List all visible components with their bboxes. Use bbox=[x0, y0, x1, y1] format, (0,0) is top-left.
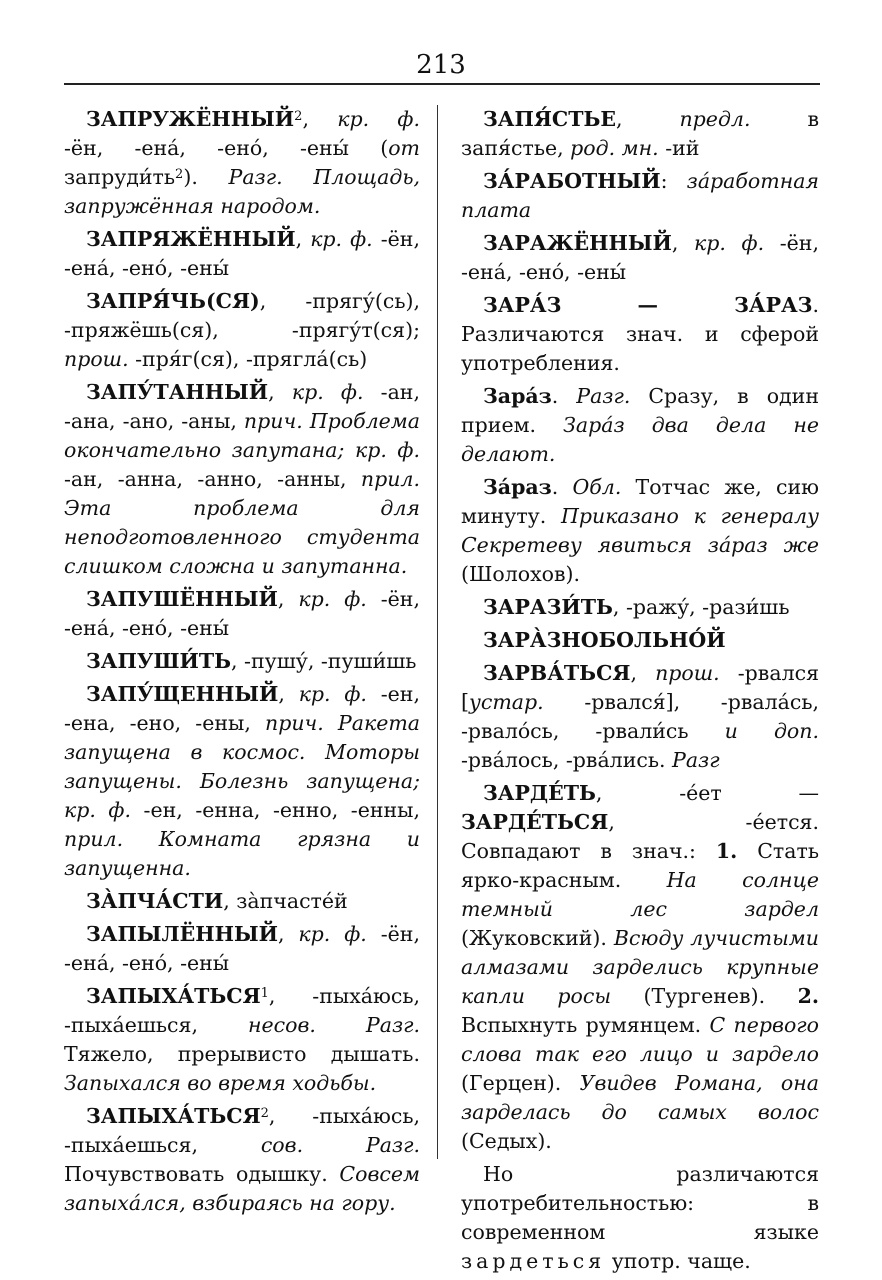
dictionary-entry-zapushchenny bbox=[64, 680, 420, 883]
entry-text: -ён, -ена́, -ено́, -ены́ bbox=[64, 587, 420, 640]
entry-text: -ан, -анна, -анно, -анны, bbox=[64, 467, 361, 491]
dictionary-entry-zaraz_a bbox=[461, 382, 819, 469]
entry-text: -ён, -ена́, -ено́, -ены́ bbox=[64, 227, 420, 280]
entry-italic-text: предл. bbox=[679, 107, 751, 131]
entry-text: Но различаются употребительностью: в современном языке bbox=[461, 1162, 819, 1244]
entry-headword: ЗАРА́З — ЗА́РАЗ bbox=[483, 293, 813, 317]
right-column bbox=[461, 105, 819, 1280]
entry-text: -ан, -ана, -ано, -аны, bbox=[64, 380, 420, 433]
dictionary-entry-zaputanny bbox=[64, 378, 420, 581]
entry-text: , за̀пчасте́й bbox=[223, 889, 348, 913]
entry-text: , bbox=[268, 380, 292, 404]
entry-text: , bbox=[277, 922, 299, 946]
entry-text: (Седых). bbox=[461, 1129, 552, 1153]
entry-italic-text: кр. ф. bbox=[354, 438, 420, 462]
entry-text: , bbox=[630, 661, 656, 685]
entry-italic-text: кр. ф. bbox=[298, 682, 367, 706]
dictionary-entry-zardet bbox=[461, 779, 819, 1156]
entry-italic-text: несов. Разг. bbox=[248, 1013, 420, 1037]
dictionary-entry-zarabotny bbox=[461, 167, 819, 225]
entry-italic-text: прил. Комната грязна и запущенна. bbox=[64, 827, 420, 880]
entry-headword: За́раз bbox=[483, 475, 552, 499]
entry-headword: ЗАПУ́ЩЕННЫЙ bbox=[86, 682, 279, 706]
entry-headword: ЗАРВА́ТЬСЯ bbox=[483, 661, 631, 685]
entry-headword: ЗАПЫХА́ТЬСЯ bbox=[86, 1104, 261, 1128]
entry-text bbox=[344, 438, 355, 462]
entry-text: , -пушу́, -пуши́шь bbox=[231, 649, 417, 673]
entry-italic-text: кр. ф. bbox=[310, 227, 373, 251]
entry-italic-text: Увидев Романа, она зарделась до самых волос bbox=[461, 1071, 819, 1124]
entry-italic-text: от bbox=[388, 136, 420, 160]
entry-headword: ЗАРАЗИ́ТЬ bbox=[483, 595, 613, 619]
entry-text: -ен, -ена, -ено, -ены, bbox=[64, 682, 420, 735]
entry-headword: ЗАПУШИ́ТЬ bbox=[86, 649, 232, 673]
entry-text: : bbox=[660, 169, 687, 193]
dictionary-entry-zaraz_b bbox=[461, 473, 819, 589]
dictionary-entry-zapushenny bbox=[64, 585, 420, 643]
entry-headword: ЗАРДЕ́ТЬСЯ bbox=[461, 810, 609, 834]
entry-text: ). bbox=[183, 165, 229, 189]
entry-text: , bbox=[277, 587, 299, 611]
entry-text: -рва́лось, -рва́лись. bbox=[461, 748, 673, 772]
entry-text: -ий bbox=[658, 136, 700, 160]
entry-italic-text: прич. Ракета запущена в космос. Моторы запущены. Болезнь запущена; bbox=[64, 711, 420, 793]
entry-text: . bbox=[551, 475, 573, 499]
entry-italic-text: Приказано к генералу Секретеву явиться за́раз же bbox=[461, 504, 819, 557]
entry-italic-text: Зара́з два дела не делают. bbox=[461, 413, 819, 466]
entry-text: -рвался́], -рвала́сь, -рвало́сь, -рвали́сь bbox=[461, 690, 819, 743]
entry-headword: ЗАПЯ́СТЬЕ bbox=[483, 107, 617, 131]
entry-headword: 1. bbox=[715, 839, 738, 863]
page-number: 213 bbox=[416, 50, 466, 80]
dictionary-entry-zapykhatsya1 bbox=[64, 982, 420, 1098]
entry-italic-text: устар. bbox=[469, 690, 544, 714]
entry-headword: ЗАРАЖЁННЫЙ bbox=[483, 231, 672, 255]
entry-text: -ён, -ена́, -ено́, -ены́ bbox=[461, 231, 819, 284]
entry-italic-text: прош. bbox=[64, 347, 129, 371]
entry-text: , -пыха́юсь, -пыха́ешься, bbox=[64, 1104, 420, 1157]
entry-headword: ЗАПУ́ТАННЫЙ bbox=[86, 380, 269, 404]
entry-text: , bbox=[671, 231, 695, 255]
dictionary-entry-zaraz bbox=[461, 291, 819, 378]
dictionary-entry-zapykhatsya2 bbox=[64, 1102, 420, 1218]
entry-italic-text: прош. bbox=[655, 661, 720, 685]
entry-italic-text: за́работная плата bbox=[461, 169, 819, 222]
entry-text: -ён, -ена́, -ено́, -ены́ bbox=[64, 922, 420, 975]
dictionary-entry-zardet_note bbox=[461, 1160, 819, 1276]
entry-italic-text: Совсем запыха́лся, взбираясь на гору. bbox=[64, 1162, 420, 1215]
entry-text: (Тургенев). bbox=[611, 984, 798, 1008]
entry-text: запруди́ть bbox=[64, 165, 176, 189]
dictionary-entry-zarvatsya bbox=[461, 659, 819, 775]
entry-homonym-index: 2 bbox=[175, 167, 184, 182]
dictionary-entry-zapruzhenny2 bbox=[64, 105, 420, 221]
entry-text: , bbox=[302, 107, 338, 131]
entry-homonym-index: 2 bbox=[294, 109, 303, 124]
entry-italic-text: род. мн. bbox=[570, 136, 659, 160]
entry-italic-text: кр. ф. bbox=[291, 380, 364, 404]
entry-text: , -пыха́юсь, -пыха́ешься, bbox=[64, 984, 420, 1037]
entry-text: в запя́стье, bbox=[461, 107, 819, 160]
entry-italic-text: Всюду лучистыми алмазами зарделись крупные капли росы bbox=[461, 926, 819, 1008]
entry-spaced-word: зардеться bbox=[461, 1249, 606, 1273]
entry-text: , bbox=[295, 227, 311, 251]
dictionary-entry-zarazhenny bbox=[461, 229, 819, 287]
entry-headword: 2. bbox=[797, 984, 819, 1008]
entry-italic-text: кр. ф. bbox=[64, 798, 131, 822]
entry-homonym-index: 1 bbox=[260, 986, 269, 1001]
entry-text: , -ражу́, -рази́шь bbox=[612, 595, 790, 619]
entry-text: (Герцен). bbox=[461, 1071, 580, 1095]
entry-headword: ЗАРДЕ́ТЬ bbox=[483, 781, 596, 805]
left-column bbox=[64, 105, 420, 1222]
entry-text: Почувствовать одышку. bbox=[64, 1162, 340, 1186]
entry-italic-text: Разг bbox=[672, 748, 720, 772]
dictionary-entry-zaraznobolnoy bbox=[461, 626, 819, 655]
entry-text: , -е́ет — bbox=[595, 781, 819, 805]
dictionary-entry-zapyastye bbox=[461, 105, 819, 163]
entry-text: употр. чаще. bbox=[605, 1249, 751, 1273]
entry-text: -пря́г(ся), -прягла́(сь) bbox=[128, 347, 368, 371]
entry-italic-text: и доп. bbox=[724, 719, 819, 743]
entry-text: -ен, -енна, -енно, -енны, bbox=[131, 798, 421, 822]
entry-headword: ЗА́РАБОТНЫЙ bbox=[483, 169, 661, 193]
entry-italic-text: На солнце темный лес зардел bbox=[461, 868, 820, 921]
dictionary-entry-zapchasti bbox=[64, 887, 420, 916]
entry-italic-text: Разг. bbox=[576, 384, 631, 408]
entry-headword: ЗАРА̀ЗНОБОЛЬНО́Й bbox=[483, 628, 726, 652]
entry-italic-text: прил. Эта проблема для неподготовленного студента слишком сложна и запутанна. bbox=[64, 467, 420, 578]
dictionary-entry-zapylenny bbox=[64, 920, 420, 978]
entry-headword: ЗАПРУЖЁННЫЙ bbox=[86, 107, 295, 131]
entry-text: , -прягу́(сь), -пряжёшь(ся), -прягу́т(ся); bbox=[64, 289, 420, 342]
entry-headword: ЗАПЫЛЁННЫЙ bbox=[86, 922, 278, 946]
entry-text: Стать ярко-красным. bbox=[461, 839, 819, 892]
entry-text: . bbox=[551, 384, 577, 408]
entry-text: , -е́ется. Совпадают в знач.: bbox=[461, 810, 819, 863]
entry-italic-text: прич. Проблема окончательно запутана; bbox=[64, 409, 420, 462]
dictionary-entry-zapryazhenny bbox=[64, 225, 420, 283]
entry-text: . Различаются знач. и сферой употребления. bbox=[461, 293, 819, 375]
entry-italic-text: С первого слова так его лицо и зардело bbox=[461, 1013, 819, 1066]
entry-text: Тяжело, прерывисто дышать. bbox=[64, 1042, 420, 1066]
entry-italic-text: кр. ф. bbox=[694, 231, 765, 255]
entry-text: Вспыхнуть румянцем. bbox=[461, 1013, 710, 1037]
entry-text: Сразу, в один прием. bbox=[461, 384, 819, 437]
dictionary-entry-zapryach bbox=[64, 287, 420, 374]
entry-text: -рвался [ bbox=[461, 661, 819, 714]
entry-text: (Жуковский). bbox=[461, 926, 614, 950]
entry-text: (Шолохов). bbox=[461, 562, 581, 586]
entry-headword: ЗА̀ПЧА́СТИ bbox=[86, 889, 224, 913]
entry-homonym-index: 2 bbox=[260, 1106, 269, 1121]
entry-italic-text: Запыхался во время ходьбы. bbox=[64, 1071, 377, 1095]
entry-headword: ЗАПРЯЖЁННЫЙ bbox=[86, 227, 296, 251]
entry-text: , bbox=[278, 682, 299, 706]
entry-italic-text: кр. ф. bbox=[298, 922, 367, 946]
entry-italic-text: Обл. bbox=[572, 475, 622, 499]
entry-text: -ён, -ена́, -ено́, -ены́ ( bbox=[64, 136, 389, 160]
entry-italic-text: Разг. Площадь, запружённая народом. bbox=[64, 165, 420, 218]
entry-headword: ЗАПРЯ́ЧЬ(СЯ) bbox=[86, 289, 260, 313]
entry-text: Тотчас же, сию минуту. bbox=[461, 475, 819, 528]
entry-italic-text: кр. ф. bbox=[298, 587, 367, 611]
entry-headword: ЗАПУШЁННЫЙ bbox=[86, 587, 278, 611]
header-rule bbox=[64, 83, 820, 85]
entry-text: , bbox=[616, 107, 680, 131]
entry-headword: Зара́з bbox=[483, 384, 552, 408]
entry-italic-text: кр. ф. bbox=[337, 107, 420, 131]
entry-italic-text: сов. Разг. bbox=[260, 1133, 420, 1157]
column-divider bbox=[437, 105, 438, 1159]
dictionary-entry-zapushit bbox=[64, 647, 420, 676]
dictionary-entry-zarazit bbox=[461, 593, 819, 622]
entry-headword: ЗАПЫХА́ТЬСЯ bbox=[86, 984, 261, 1008]
